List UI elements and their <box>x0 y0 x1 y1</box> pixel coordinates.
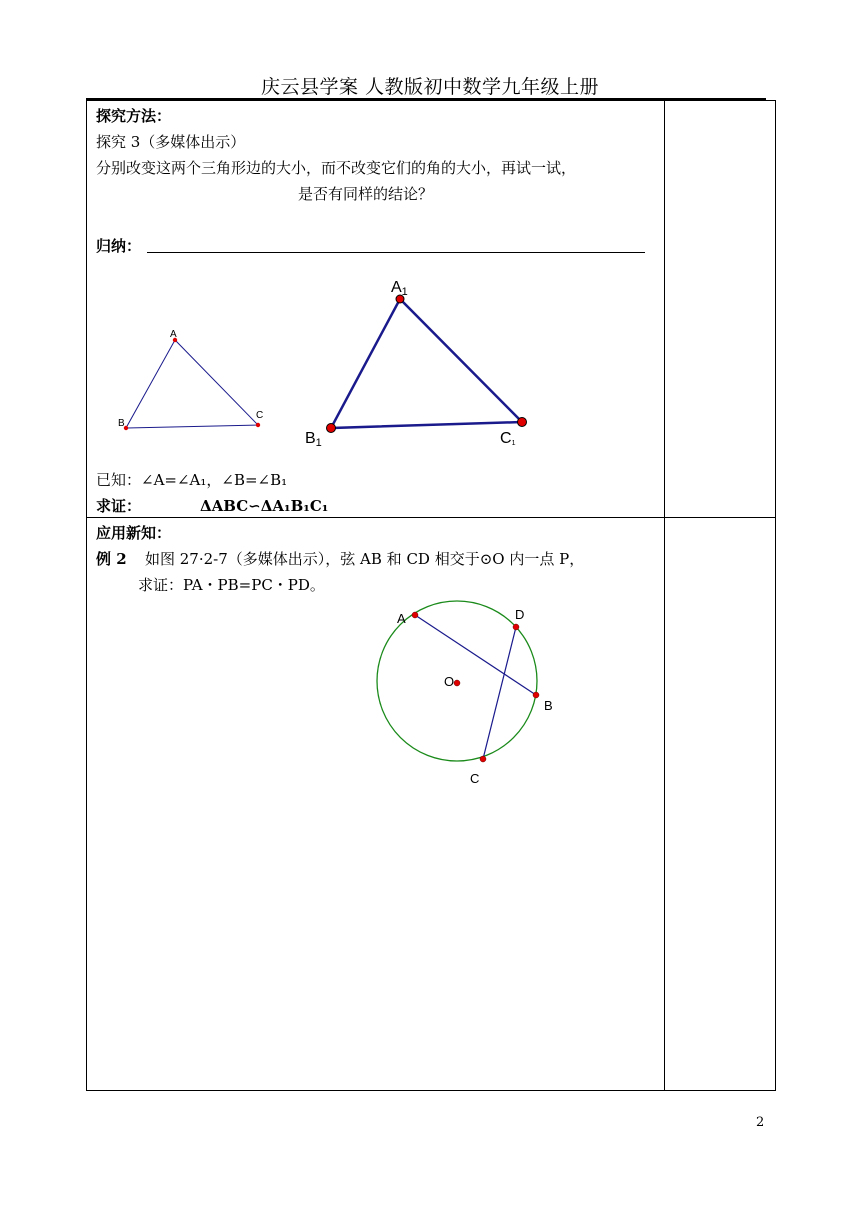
point-B1 <box>327 424 336 433</box>
example-label: 例 2 <box>96 550 127 568</box>
small-triangle <box>126 340 258 428</box>
example-prove-text: 求证：PA・PB=PC・PD。 <box>138 576 325 594</box>
circle-point-B <box>533 692 539 698</box>
circle-label-A: A <box>397 611 406 626</box>
explore-line-1: 分别改变这两个三角形边的大小，而不改变它们的角的大小，再试一试， <box>96 159 577 177</box>
label-B1: B1 <box>305 430 322 449</box>
page-header-title: 庆云县学案 人教版初中数学九年级上册 <box>260 76 600 98</box>
label-C1: C1 <box>500 430 516 447</box>
circle-point-A <box>412 612 418 618</box>
label-A: A <box>170 329 177 340</box>
prove-label: 求证： <box>96 497 142 515</box>
circle-point-C <box>480 756 486 762</box>
circle-label-B: B <box>544 698 553 713</box>
section-heading-explore: 探究方法： <box>96 107 172 125</box>
circle-label-O: O <box>444 674 455 689</box>
example-text: 如图 27·2-7（多媒体出示），弦 AB 和 CD 相交于⊙O 内一点 P， <box>145 550 585 568</box>
label-B: B <box>118 418 125 429</box>
explore-line-2: 是否有同样的结论？ <box>298 185 434 203</box>
label-C: C <box>256 410 264 421</box>
point-C1 <box>518 418 527 427</box>
circle-label-C: C <box>470 771 480 786</box>
circle-center-O <box>454 680 460 686</box>
explore-title: 探究 3（多媒体出示） <box>96 133 246 151</box>
point-C <box>256 423 260 427</box>
prove-statement: ΔABC∽ΔA₁B₁C₁ <box>200 497 329 515</box>
page-number: 2 <box>756 1115 765 1130</box>
circle-label-D: D <box>515 607 525 622</box>
large-triangle <box>331 299 522 428</box>
summary-label: 归纳： <box>96 237 142 255</box>
given-statement: 已知：∠A=∠A₁，∠B=∠B₁ <box>96 471 288 489</box>
section-heading-apply: 应用新知： <box>96 524 172 542</box>
label-A1: A1 <box>391 279 408 298</box>
circle-point-D <box>513 624 519 630</box>
